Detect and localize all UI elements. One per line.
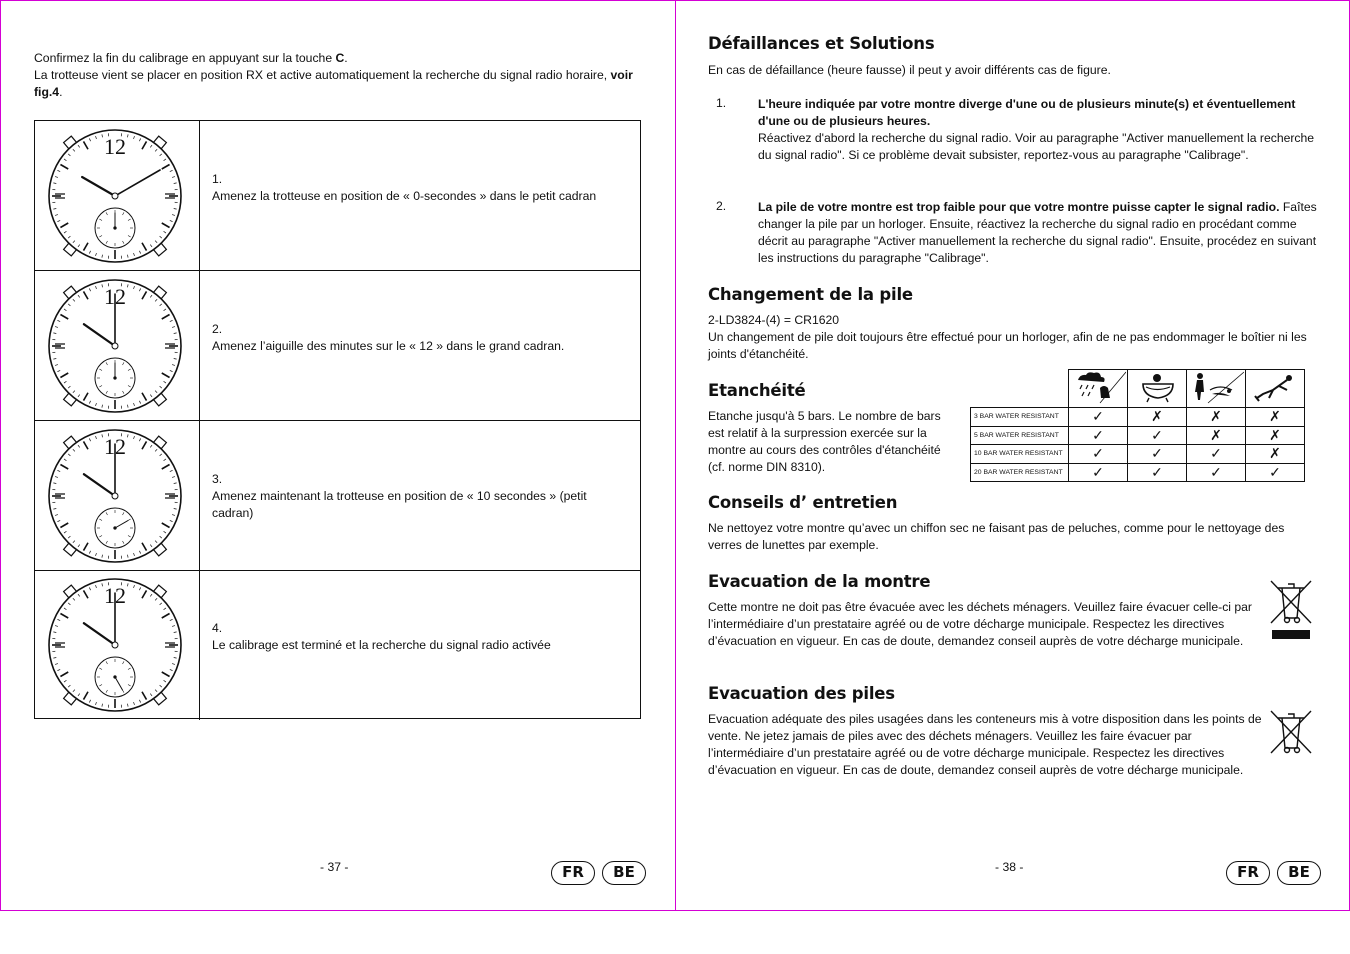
- fr-badge: FR: [1226, 861, 1270, 885]
- item-heading: L'heure indiquée par votre montre diverge d'une ou de plusieurs minute(s) et éventuellement d'une ou de plusieurs heures.: [758, 97, 1296, 128]
- heading-entretien: Conseils d’ entretien: [708, 493, 898, 512]
- resistance-cell: ✓: [1128, 426, 1187, 445]
- defaillances-intro-text: En cas de défaillance (heure fausse) il peut y avoir différents cas de figure.: [708, 63, 1111, 77]
- step-row: [35, 121, 640, 271]
- resistance-cell: ✗: [1187, 426, 1246, 445]
- defaillance-item-1: [758, 96, 1316, 164]
- bath-icon: [1128, 370, 1187, 408]
- rain-splash-icon: [1069, 370, 1128, 408]
- svg-text:12: 12: [104, 434, 126, 459]
- diving-icon: [1246, 370, 1305, 408]
- resistance-row: [971, 408, 1305, 427]
- heading-evac-piles: Evacuation des piles: [708, 684, 895, 703]
- resistance-cell: ✓: [1069, 463, 1128, 482]
- resistance-cell: ✓: [1187, 463, 1246, 482]
- step-number: 3.: [212, 472, 223, 486]
- step-description: Le calibrage est terminé et la recherche du signal radio activée: [212, 638, 551, 652]
- clock-figure-cell: [35, 271, 200, 420]
- clock-figure-cell: [35, 121, 200, 270]
- item-number: 2.: [716, 199, 727, 213]
- resistance-cell: ✓: [1187, 445, 1246, 464]
- key-c: C: [335, 51, 345, 65]
- intro-paragraph: [34, 50, 644, 101]
- page-number-right: - 38 -: [995, 860, 1024, 874]
- defaillance-item-2: [758, 199, 1318, 267]
- heading-evac-montre: Evacuation de la montre: [708, 572, 931, 591]
- step-description: Amenez la trotteuse en position de « 0-secondes » dans le petit cadran: [212, 189, 597, 203]
- step-description: Amenez maintenant la trotteuse en position de « 10 secondes » (petit cadran): [212, 489, 587, 520]
- item-heading: La pile de votre montre est trop faible pour que votre montre puisse capter le signal radio.: [758, 200, 1280, 214]
- resistance-cell: ✓: [1069, 426, 1128, 445]
- watch-dial-icon: [48, 126, 188, 266]
- resistance-cell: ✓: [1128, 463, 1187, 482]
- resistance-cell: ✓: [1069, 408, 1128, 427]
- step-row: [35, 570, 640, 720]
- empty-cell: [971, 370, 1069, 408]
- evac-montre-text: Cette montre ne doit pas être évacuée avec les déchets ménagers. Veuillez faire évacuer celle-ci par l’intermédiaire d’un prestataire agréé ou de votre décharge municipale. Respectez les directives d’évacuation en vigueur. En cas de doute, demandez conseil auprès de votre décharge municipale.: [708, 600, 1252, 648]
- swimming-icon: [1187, 370, 1246, 408]
- step-text: [212, 620, 622, 654]
- watch-dial-icon: [48, 426, 188, 566]
- resistance-row: [971, 463, 1305, 482]
- step-description: Amenez l’aiguille des minutes sur le « 12 » dans le grand cadran.: [212, 339, 565, 353]
- be-badge: BE: [1277, 861, 1321, 885]
- evac-piles-text: Evacuation adéquate des piles usagées dans les conteneurs mis à votre disposition dans les points de vente. Ne jetez jamais de piles avec des déchets ménagers. Veuillez les faire évacuer par l’intermédiaire d’un prestataire agréé ou de votre décharge municipale. Respectez les directives d’évacuation en vigueur. En cas de doute, demandez conseil auprès de votre décharge municipale.: [708, 712, 1262, 777]
- item-body: Réactivez d'abord la recherche du signal radio. Voir au paragraphe "Activer manuellement la recherche du signal radio". Si ce problème devait subsister, reportez-vous au paragraphe "Calibrage".: [758, 131, 1315, 162]
- svg-text:12: 12: [104, 284, 126, 309]
- svg-text:12: 12: [104, 583, 126, 608]
- watch-dial-icon: [48, 575, 188, 715]
- resistance-cell: ✗: [1246, 445, 1305, 464]
- intro-line1: Confirmez la fin du calibrage en appuyant sur la touche: [34, 51, 336, 65]
- step-number: 2.: [212, 322, 223, 336]
- step-text: [212, 471, 622, 522]
- resistance-label: 3 BAR WATER RESISTANT: [971, 408, 1069, 427]
- resistance-cell: ✓: [1128, 445, 1187, 464]
- heading-defaillances: Défaillances et Solutions: [708, 34, 935, 53]
- item-body: Faîtes changer la pile par un horloger. Ensuite, réactivez la recherche du signal radio en procédant comme décrit au paragraphe "Activer manuellement la recherche du signal radio". Ensuite, procédez en suivant les instructions du paragraphe "Calibrage".: [758, 200, 1317, 265]
- calibration-steps-table: [34, 120, 641, 719]
- step-row: [35, 421, 640, 571]
- watch-dial-icon: [48, 276, 188, 416]
- fr-badge: FR: [551, 861, 595, 885]
- etancheite-text: Etanche jusqu'à 5 bars. Le nombre de bars est relatif à la surpression exercée sur la montre au cours des contrôles d'étanchéité (cf. norme DIN 8310).: [708, 409, 941, 474]
- intro-line1-end: .: [344, 51, 348, 65]
- resistance-cell: ✗: [1128, 408, 1187, 427]
- icon-row: [971, 370, 1305, 408]
- resistance-cell: ✗: [1246, 408, 1305, 427]
- step-row: [35, 271, 640, 421]
- pile-paragraph: [708, 312, 1313, 363]
- resistance-label: 10 BAR WATER RESISTANT: [971, 445, 1069, 464]
- battery-model: 2-LD3824-(4) = CR1620: [708, 313, 840, 327]
- entretien-text: Ne nettoyez votre montre qu’avec un chiffon sec ne faisant pas de peluches, comme pour le nettoyage des verres de lunettes par exemple.: [708, 521, 1285, 552]
- crossed-bin-icon: [1268, 708, 1314, 756]
- heading-etancheite: Etanchéité: [708, 381, 806, 400]
- step-text: [212, 321, 622, 355]
- pile-text: Un changement de pile doit toujours être effectué pour un horloger, afin de ne pas endommager le boîtier ni les joints d'étanchéité.: [708, 330, 1307, 361]
- resistance-row: [971, 445, 1305, 464]
- page-number-left: - 37 -: [320, 860, 349, 874]
- resistance-cell: ✓: [1069, 445, 1128, 464]
- item-number: 1.: [716, 96, 727, 110]
- intro-line2: La trotteuse vient se placer en position RX et active automatiquement la recherche du signal radio horaire,: [34, 68, 611, 82]
- defaillances-intro: [708, 62, 1308, 79]
- heading-pile: Changement de la pile: [708, 285, 913, 304]
- svg-text:12: 12: [104, 134, 126, 159]
- resistance-cell: ✗: [1187, 408, 1246, 427]
- clock-figure-cell: [35, 570, 200, 720]
- intro-line2-end: .: [59, 85, 63, 99]
- resistance-cell: ✓: [1246, 463, 1305, 482]
- resistance-row: [971, 426, 1305, 445]
- be-badge: BE: [602, 861, 646, 885]
- resistance-label: 5 BAR WATER RESISTANT: [971, 426, 1069, 445]
- step-number: 4.: [212, 621, 223, 635]
- step-number: 1.: [212, 172, 223, 186]
- resistance-cell: ✗: [1246, 426, 1305, 445]
- crossed-bin-icon: [1268, 578, 1314, 640]
- step-text: [212, 171, 622, 205]
- water-resistance-table: [970, 369, 1305, 482]
- resistance-label: 20 BAR WATER RESISTANT: [971, 463, 1069, 482]
- clock-figure-cell: [35, 421, 200, 570]
- fig-reference: voir fig.4: [34, 68, 633, 99]
